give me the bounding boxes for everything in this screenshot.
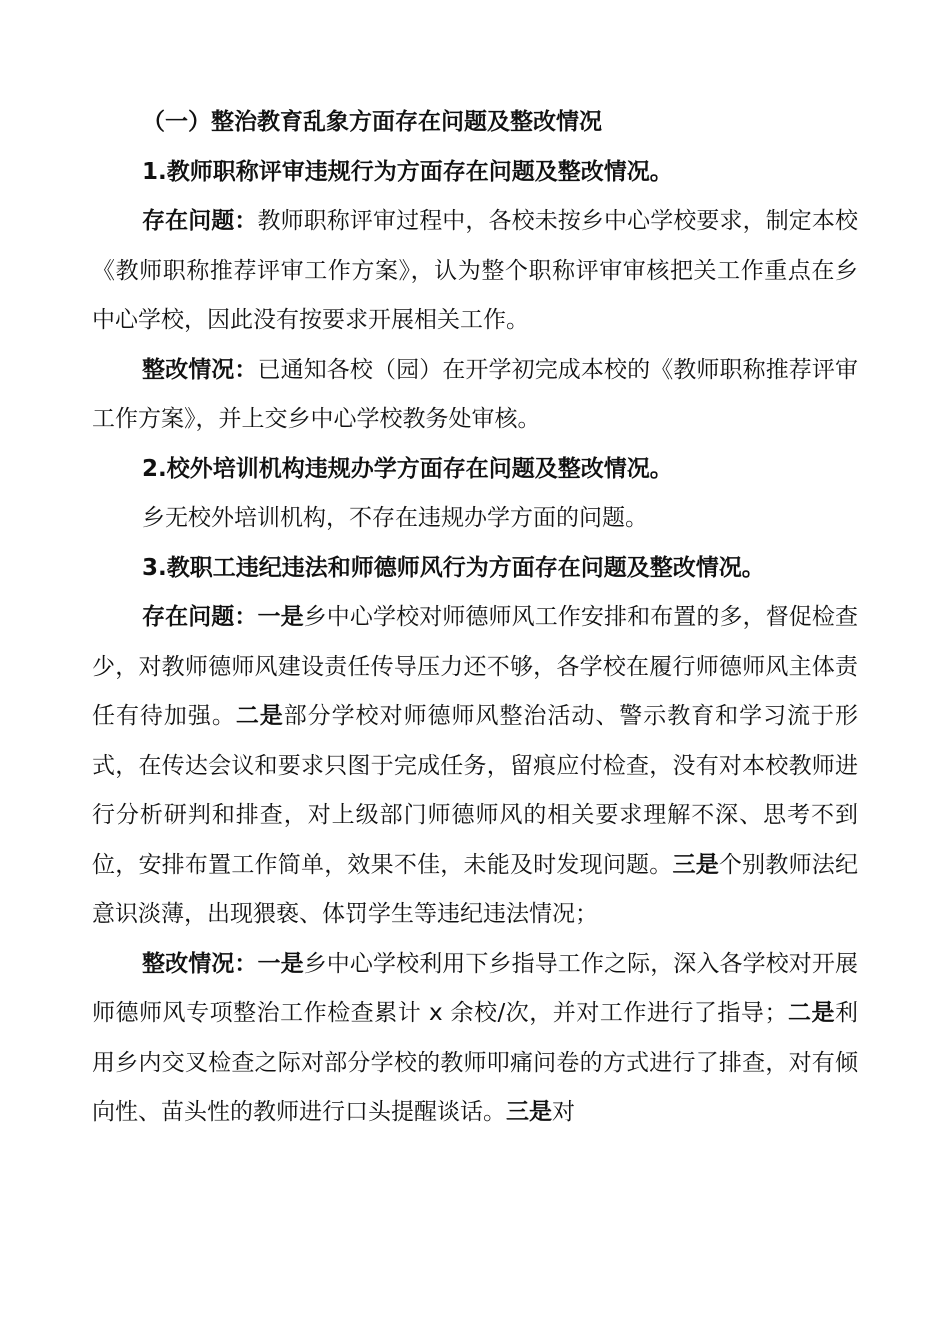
document-body [92, 98, 858, 1138]
point-text: 乡中心学校利用下乡指导工作之际，深入各学校对开展师德师风专项整治工作检查累计 x 余校/次，并对工作进行了指导； [92, 950, 859, 1026]
point-text: 对 [552, 1099, 575, 1125]
item-2-text: 乡无校外培训机构，不存在违规办学方面的问题。 [142, 505, 648, 531]
item-1-problem-paragraph [92, 197, 858, 346]
point-text: 部分学校对师德师风整治活动、警示教育和学习流于形式，在传达会议和要求只图于完成任务，留痕应付检查，没有对本校教师进行分析研判和排查，对上级部门师德师风的相关要求理解不深、思考不到位，安排布置工作简单，效果不佳，未能及时发现问题。 [92, 703, 859, 878]
point-marker: 三是 [506, 1099, 552, 1125]
point-text: 利用乡内交叉检查之际对部分学校的教师叩痛问卷的方式进行了排查，对有倾向性、苗头性的教师进行口头提醒谈话。 [92, 1000, 858, 1125]
item-1-heading: 1.教师职称评审违规行为方面存在问题及整改情况。 [142, 158, 673, 185]
item-3-heading: 3.教职工违纪违法和师德师风行为方面存在问题及整改情况。 [142, 554, 765, 581]
point-marker: 三是 [672, 851, 719, 878]
item-3-problem-paragraph [92, 593, 858, 940]
item-3-fix-paragraph [92, 940, 858, 1138]
problem-text: 教师职称评审过程中，各校未按乡中心学校要求，制定本校《教师职称推荐评审工作方案》，认为整个职称评审审核把关工作重点在乡中心学校，因此没有按要求开展相关工作。 [92, 208, 859, 333]
item-1-fix-paragraph [92, 346, 858, 445]
section-heading: （一）整治教育乱象方面存在问题及整改情况 [142, 109, 602, 135]
point-marker: 一是 [257, 950, 304, 977]
point-marker: 一是 [257, 604, 304, 630]
point-text: 乡中心学校对师德师风工作安排和布置的多，督促检查少，对教师德师风建设责任传导压力还不够，各学校在履行师德师风主体责任有待加强。 [92, 604, 859, 729]
point-marker: 二是 [787, 1000, 835, 1026]
fix-text: 已通知各校（园）在开学初完成本校的《教师职称推荐评审工作方案》，并上交乡中心学校教务处审核。 [92, 356, 859, 432]
point-marker: 二是 [235, 703, 284, 729]
problem-label: 存在问题： [142, 208, 258, 234]
problem-label: 存在问题： [142, 604, 258, 630]
fix-label: 整改情况： [142, 356, 258, 383]
item-2-heading: 2.校外培训机构违规办学方面存在问题及整改情况。 [142, 455, 673, 482]
point-text: 个别教师法纪意识淡薄，出现猥亵、体罚学生等违纪违法情况； [92, 851, 858, 927]
fix-label: 整改情况： [142, 950, 258, 977]
